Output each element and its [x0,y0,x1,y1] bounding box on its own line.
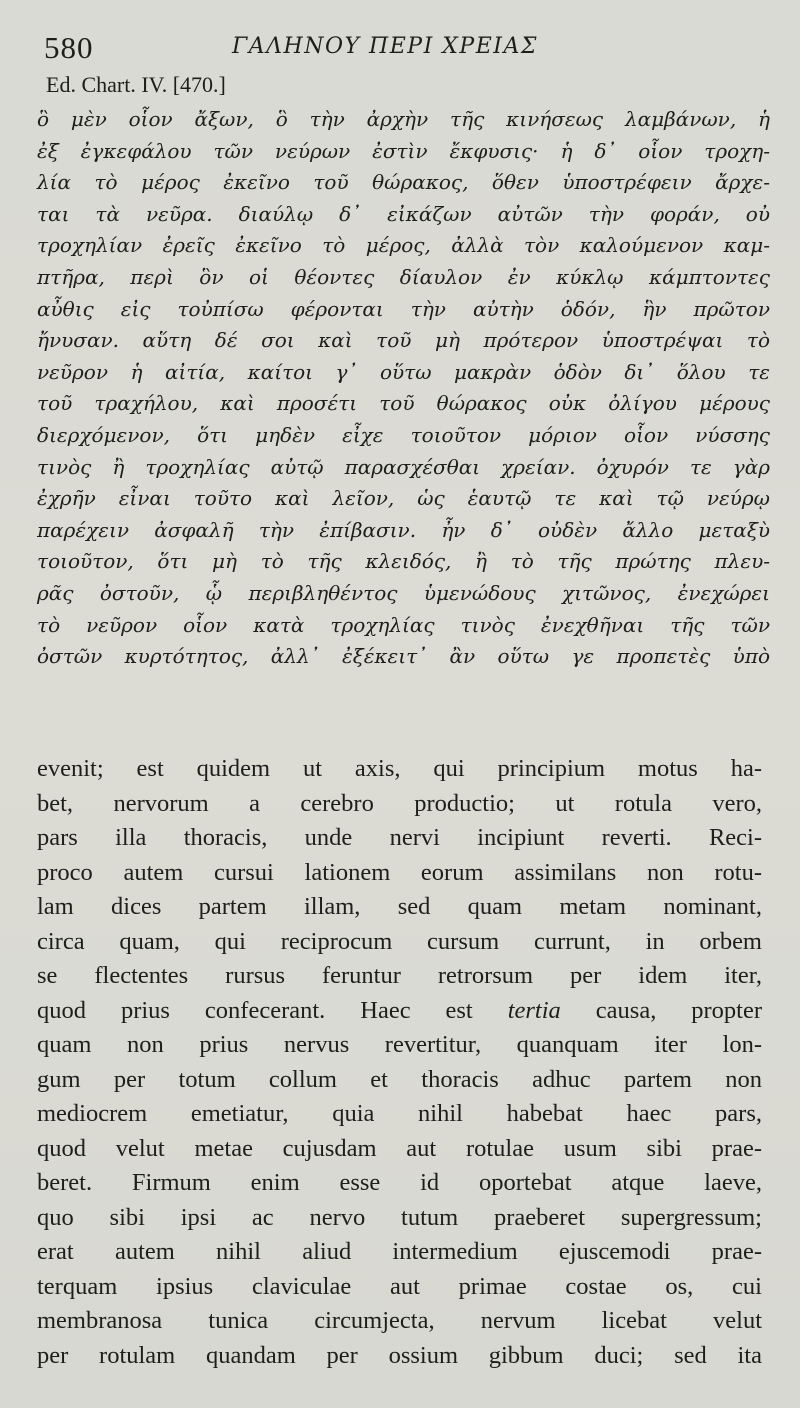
greek-line: τροχηλίαν ἐρεῖς ἐκεῖνο τὸ μέρος, ἀλλὰ τὸν καλούμενον καμ- [37,233,770,258]
greek-text-block [37,104,770,673]
latin-text-block [37,752,762,1373]
greek-line: ὃ μὲν οἷον ἄξων, ὃ τὴν ἀρχὴν τῆς κινήσεως λαμβάνων, ἡ [37,107,770,131]
latin-line: terquam ipsius claviculae aut primae costae os, cui [37,1272,762,1300]
page-number: 580 [44,30,94,65]
greek-line: τοῦ τραχήλου, καὶ προσέτι τοῦ θώρακος οὐκ ὀλίγου μέρους [37,391,770,416]
greek-line: ἐξ ἐγκεφάλου τῶν νεύρων ἐστὶν ἔκφυσις· ἡ δ᾽ οἷον τροχη- [37,138,770,163]
latin-line: circa quam, qui reciprocum cursum currunt, in orbem [37,927,762,955]
latin-line: erat autem nihil aliud intermedium ejuscemodi prae- [37,1238,762,1265]
greek-line: παρέχειν ἀσφαλῆ τὴν ἐπίβασιν. ἦν δ᾽ οὐδὲν ἄλλο μεταξὺ [37,517,770,542]
latin-line: evenit; est quidem ut axis, qui principium motus ha- [37,755,762,782]
latin-line: se flectentes rursus feruntur retrorsum per idem iter, [37,962,762,989]
greek-line: λία τὸ μέρος ἐκεῖνο τοῦ θώρακος, ὅθεν ὑποστρέφειν ἄρχε- [37,170,770,195]
greek-line: διερχόμενον, ὅτι μηδὲν εἶχε τοιοῦτον μόριον οἷον νύσσης [37,422,770,447]
latin-line: mediocrem emetiatur, quia nihil habebat haec pars, [37,1100,762,1127]
greek-line: ἐχρῆν εἶναι τοῦτο καὶ λεῖον, ὡς ἑαυτῷ τε καὶ τῷ νεύρῳ [37,486,770,511]
running-title: ΓΑΛΗΝΟΥ ΠΕΡΙ ΧΡΕΙΑΣ [232,34,538,59]
edition-reference: Ed. Chart. IV. [470.] [46,72,226,97]
greek-line: τὸ νεῦρον οἷον κατὰ τροχηλίας τινὸς ἐνεχθῆναι τῆς τῶν [37,612,770,637]
page-header [44,26,764,66]
italic-word: tertia [507,996,561,1024]
latin-line: quam non prius nervus revertitur, quanquam iter lon- [37,1031,762,1058]
greek-line: ται τὰ νεῦρα. διαύλῳ δ᾽ εἰκάζων αὐτῶν τὴν φοράν, οὐ [37,201,770,226]
greek-line: τοιοῦτον, ὅτι μὴ τὸ τῆς κλειδός, ἢ τὸ τῆς πρώτης πλευ- [37,549,770,574]
greek-line: πτῆρα, περὶ ὃν οἱ θέοντες δίαυλον ἐν κύκλῳ κάμπτοντες [37,264,770,289]
latin-line: bet, nervorum a cerebro productio; ut rotula vero, [37,789,762,817]
greek-line: τινὸς ἢ τροχηλίας αὐτῷ παρασχέσθαι χρείαν. ὀχυρόν τε γὰρ [37,454,770,479]
greek-line: ρᾶς ὀστοῦν, ᾧ περιβληθέντος ὑμενώδους χιτῶνος, ἐνεχώρει [37,580,770,605]
latin-line-with-emphasis [37,994,762,1029]
latin-line: beret. Firmum enim esse id oportebat atque laeve, [37,1169,762,1196]
latin-line: quo sibi ipsi ac nervo tutum praeberet supergressum; [37,1203,762,1231]
latin-line: proco autem cursui lationem eorum assimilans non rotu- [37,858,762,886]
latin-line: quod velut metae cujusdam aut rotulae usum sibi prae- [37,1134,762,1162]
latin-line: per rotulam quandam per ossium gibbum duci; sed ita [37,1341,762,1369]
greek-line: ἤνυσαν. αὕτη δέ σοι καὶ τοῦ μὴ πρότερον ὑποστρέψαι τὸ [37,328,770,353]
latin-line: lam dices partem illam, sed quam metam nominant, [37,893,762,920]
latin-line: pars illa thoracis, unde nervi incipiunt reverti. Reci- [37,824,762,851]
greek-line: αὖθις εἰς τοὐπίσω φέρονται τὴν αὐτὴν ὁδόν, ἣν πρῶτον [37,296,770,321]
latin-line-part: quod prius confecerant. Haec est [37,996,473,1024]
greek-line: ὀστῶν κυρτότητος, ἀλλ᾽ ἐξέκειτ᾽ ἂν οὕτω γε προπετὲς ὑπὸ [37,644,770,669]
latin-line: gum per totum collum et thoracis adhuc partem non [37,1065,762,1093]
latin-line: membranosa tunica circumjecta, nervum licebat velut [37,1307,762,1334]
greek-line: νεῦρον ἡ αἰτία, καίτοι γ᾽ οὕτω μακρὰν ὁδὸν δι᾽ ὅλου τε [37,359,770,384]
latin-line-part: causa, propter [595,996,763,1024]
